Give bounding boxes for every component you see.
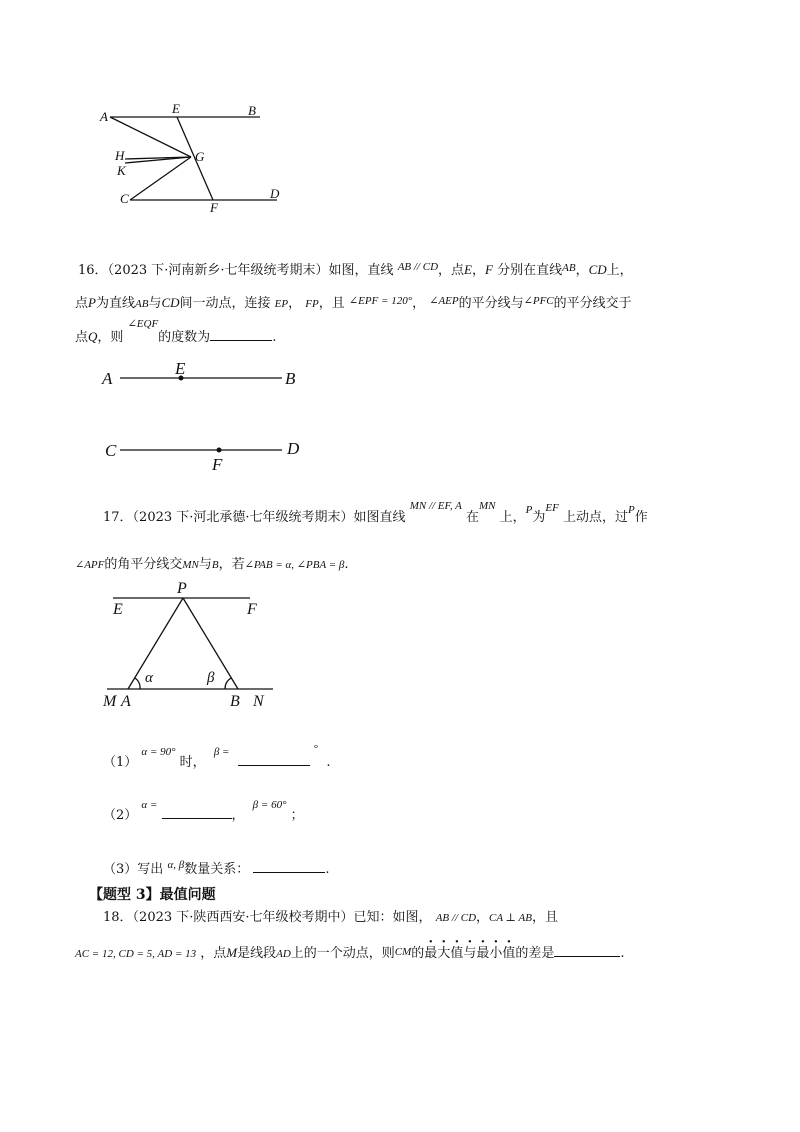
emphasis-char: 值 (502, 946, 516, 961)
label-F: F (210, 200, 218, 215)
emphasis-char: 与 (463, 946, 477, 961)
point-F (217, 448, 222, 453)
q17-sub1-answer-blank[interactable] (238, 753, 310, 766)
emphasis-char: 最 (424, 946, 438, 961)
label-A: A (102, 369, 113, 388)
label-F: F (247, 601, 257, 618)
emphasis-char: 值 (450, 946, 464, 961)
label-G: G (195, 149, 205, 164)
label-alpha: α (145, 670, 153, 686)
q17-sub2: （2） $^{\alpha =}$ ， $^{\beta = 60^\circ}$ ； (103, 799, 304, 823)
label-E: E (175, 359, 186, 378)
q18-line-2: AC = 12, CD = 5, AD = 13 ，点M是线段AD上的一个动点，则CM的最大值与最小值的差是 . (75, 945, 625, 961)
label-E: E (172, 101, 180, 116)
figure-3 (95, 578, 295, 708)
label-P: P (177, 580, 187, 597)
label-A: A (100, 109, 108, 124)
q18-line-1: 18．（2023 下·陕西西安·七年级校考期中）已知：如图， AB // CD，CA ⊥ AB，且 (103, 910, 559, 925)
q16-answer-blank[interactable] (210, 328, 272, 341)
q16-line-2: 点P为直线AB与CD间一动点，连接 EP， FP，且 $^{\angle EPF = 120^\circ}$， $^{\angle AEP}$的平分线与$^{\angle PFC}$的平分线交于 (75, 295, 632, 311)
label-F: F (212, 455, 223, 474)
segment-CG (130, 157, 191, 200)
q18-answer-blank[interactable] (554, 944, 620, 957)
emphasis-char: 大 (437, 946, 451, 961)
segment-PA (128, 598, 183, 689)
label-B: B (248, 103, 256, 118)
section-heading: 【题型 3】最值问题 (89, 887, 216, 903)
label-D: D (287, 439, 300, 458)
label-H: H (115, 148, 125, 163)
label-A: A (121, 693, 131, 708)
label-B: B (230, 693, 240, 708)
label-E: E (113, 601, 123, 618)
label-C: C (105, 441, 117, 460)
q17-sub3: （3）写出 $^{\alpha, \beta}$数量关系： . (103, 859, 330, 877)
q17-line-2: ∠APF的角平分线交MN与B，若∠PAB = α, ∠PBA = β. (75, 557, 349, 572)
q17-sub2-answer-blank[interactable] (162, 806, 232, 819)
label-B: B (285, 369, 296, 388)
q16-line-3: 点Q，则 $^{\angle EQF}$的度数为 . (75, 318, 277, 345)
q17-sub1: （1） $^{\alpha = 90^\circ}$ 时， $^{\beta =}$ ° . (103, 743, 331, 770)
label-N: N (253, 693, 264, 708)
figure-1 (95, 95, 295, 220)
label-beta: β (207, 670, 215, 686)
emphasis-char: 小 (489, 946, 503, 961)
angle-beta-arc (225, 678, 231, 689)
label-M: M (103, 693, 117, 708)
label-D: D (270, 186, 280, 201)
q17-sub3-answer-blank[interactable] (253, 860, 325, 873)
label-K: K (117, 163, 126, 178)
angle-alpha-arc (135, 678, 140, 689)
figure-2 (95, 355, 320, 475)
emphasis-char: 最 (476, 946, 490, 961)
label-C: C (120, 191, 129, 206)
q16-line-1: 16．（2023 下·河南新乡·七年级统考期末）如图，直线 $^{AB // CD}$，点E，F 分别在直线$^{AB}$，CD上， (78, 261, 633, 278)
q17-line-1: 17．（2023 下·河北承德·七年级统考期末）如图直线 $^{MN // EF, A}$ 在$^{MN}$ 上，$^P$为$^{EF}$ 上动点，过$^P$作 (103, 500, 648, 525)
